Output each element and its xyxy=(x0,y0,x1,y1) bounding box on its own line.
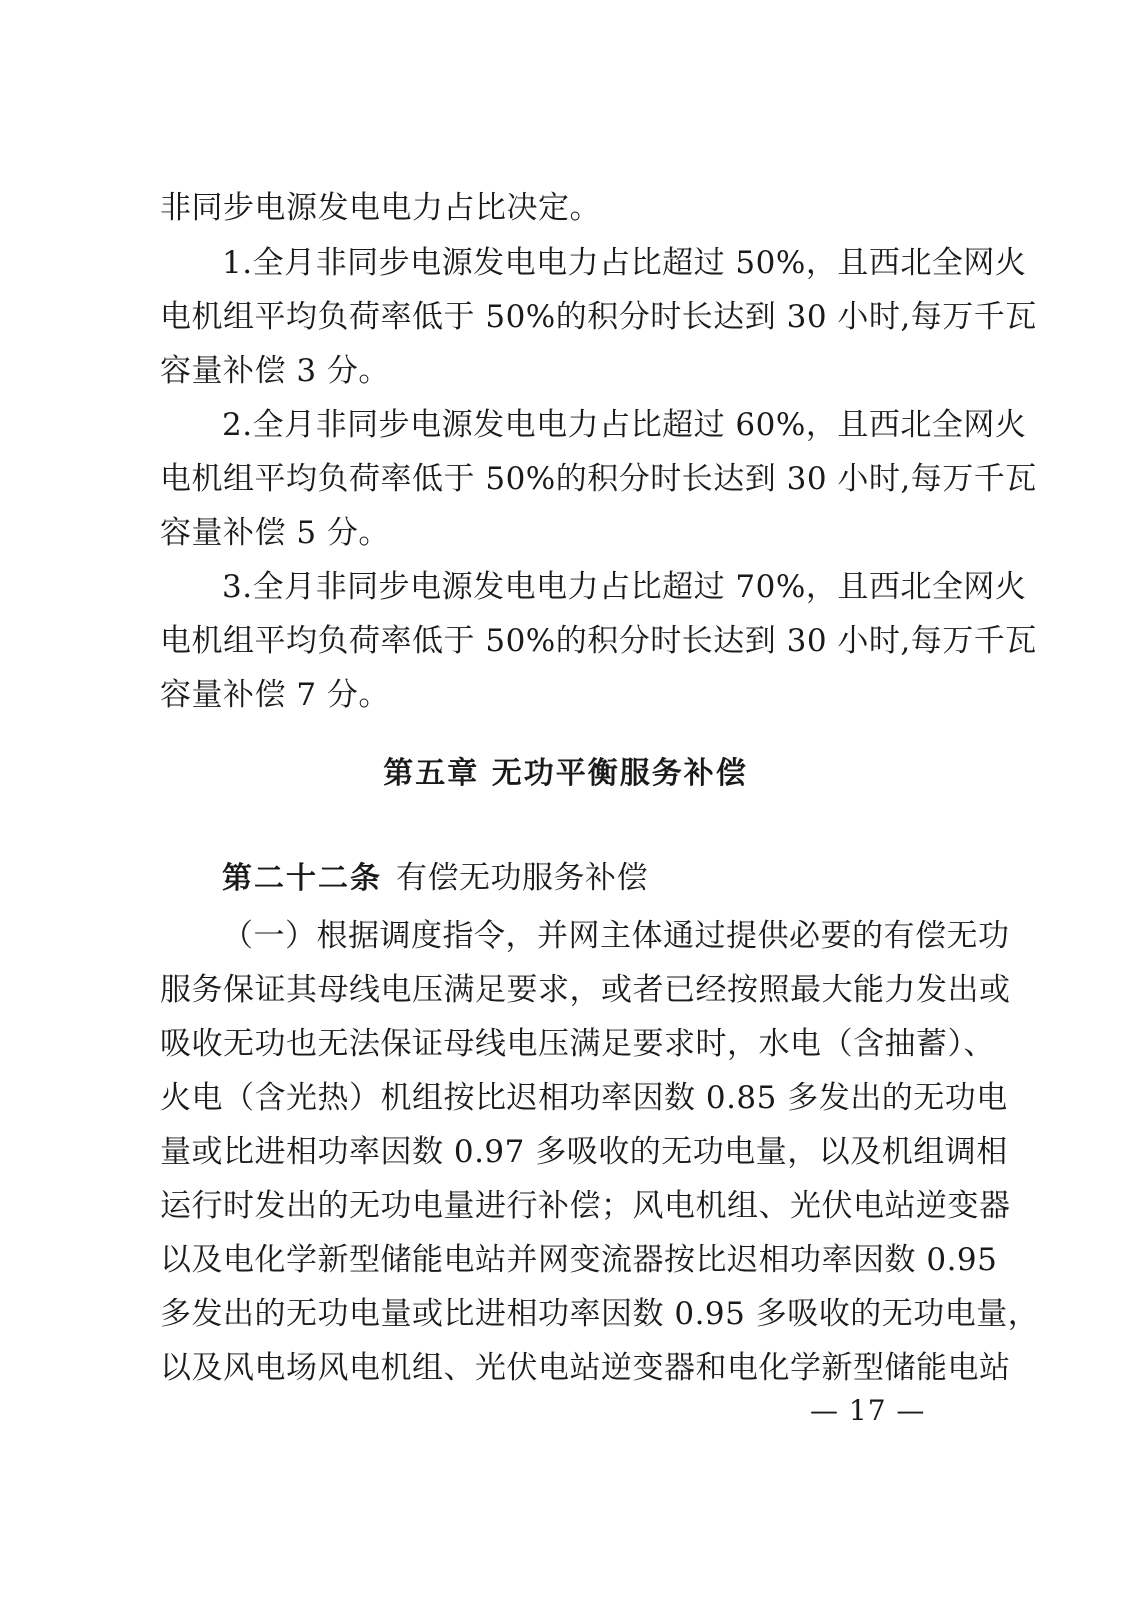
list-item-2 xyxy=(160,398,1037,560)
text-line: 3.全月非同步电源发电电力占比超过 70%，且西北全网火 xyxy=(222,569,1027,605)
text-line: 量或比进相功率因数 0.97 多吸收的无功电量，以及机组调相 xyxy=(160,1134,1008,1170)
article-number: 第二十二条 xyxy=(222,861,382,896)
text-line: 非同步电源发电电力占比决定。 xyxy=(160,190,601,226)
text-line: 容量补偿 3 分。 xyxy=(160,353,390,389)
text-line: 运行时发出的无功电量进行补偿；风电机组、光伏电站逆变器 xyxy=(160,1188,1011,1224)
text-line: 电机组平均负荷率低于 50%的积分时长达到 30 小时,每万千瓦 xyxy=(160,623,1037,659)
text-line: 吸收无功也无法保证母线电压满足要求时，水电（含抽蓄）、 xyxy=(160,1026,995,1062)
text-line: （一）根据调度指令，并网主体通过提供必要的有偿无功 xyxy=(222,918,1010,954)
list-item-3 xyxy=(160,560,1037,722)
text-line: 电机组平均负荷率低于 50%的积分时长达到 30 小时,每万千瓦 xyxy=(160,461,1037,497)
chapter-title: 第五章 无功平衡服务补偿 xyxy=(383,756,748,791)
continuation-paragraph xyxy=(160,181,956,235)
text-line: 以及电化学新型储能电站并网变流器按比迟相功率因数 0.95 xyxy=(160,1242,998,1278)
article-heading xyxy=(222,852,648,897)
list-item-1 xyxy=(160,236,1037,398)
text-line: 2.全月非同步电源发电电力占比超过 60%，且西北全网火 xyxy=(222,407,1027,443)
page-number: — 17 — xyxy=(810,1394,926,1427)
text-line: 1.全月非同步电源发电电力占比超过 50%，且西北全网火 xyxy=(222,245,1027,281)
article-title: 有偿无功服务补偿 xyxy=(396,860,648,896)
text-line: 以及风电场风电机组、光伏电站逆变器和电化学新型储能电站 xyxy=(160,1350,1011,1386)
text-line: 火电（含光热）机组按比迟相功率因数 0.85 多发出的无功电 xyxy=(160,1080,1008,1116)
text-line: 容量补偿 5 分。 xyxy=(160,515,390,551)
text-line: 多发出的无功电量或比进相功率因数 0.95 多吸收的无功电量， xyxy=(160,1296,1040,1332)
text-line: 电机组平均负荷率低于 50%的积分时长达到 30 小时,每万千瓦 xyxy=(160,299,1037,335)
article-paragraph xyxy=(160,909,1040,1395)
text-line: 容量补偿 7 分。 xyxy=(160,677,390,713)
text-line: 服务保证其母线电压满足要求，或者已经按照最大能力发出或 xyxy=(160,972,1011,1008)
